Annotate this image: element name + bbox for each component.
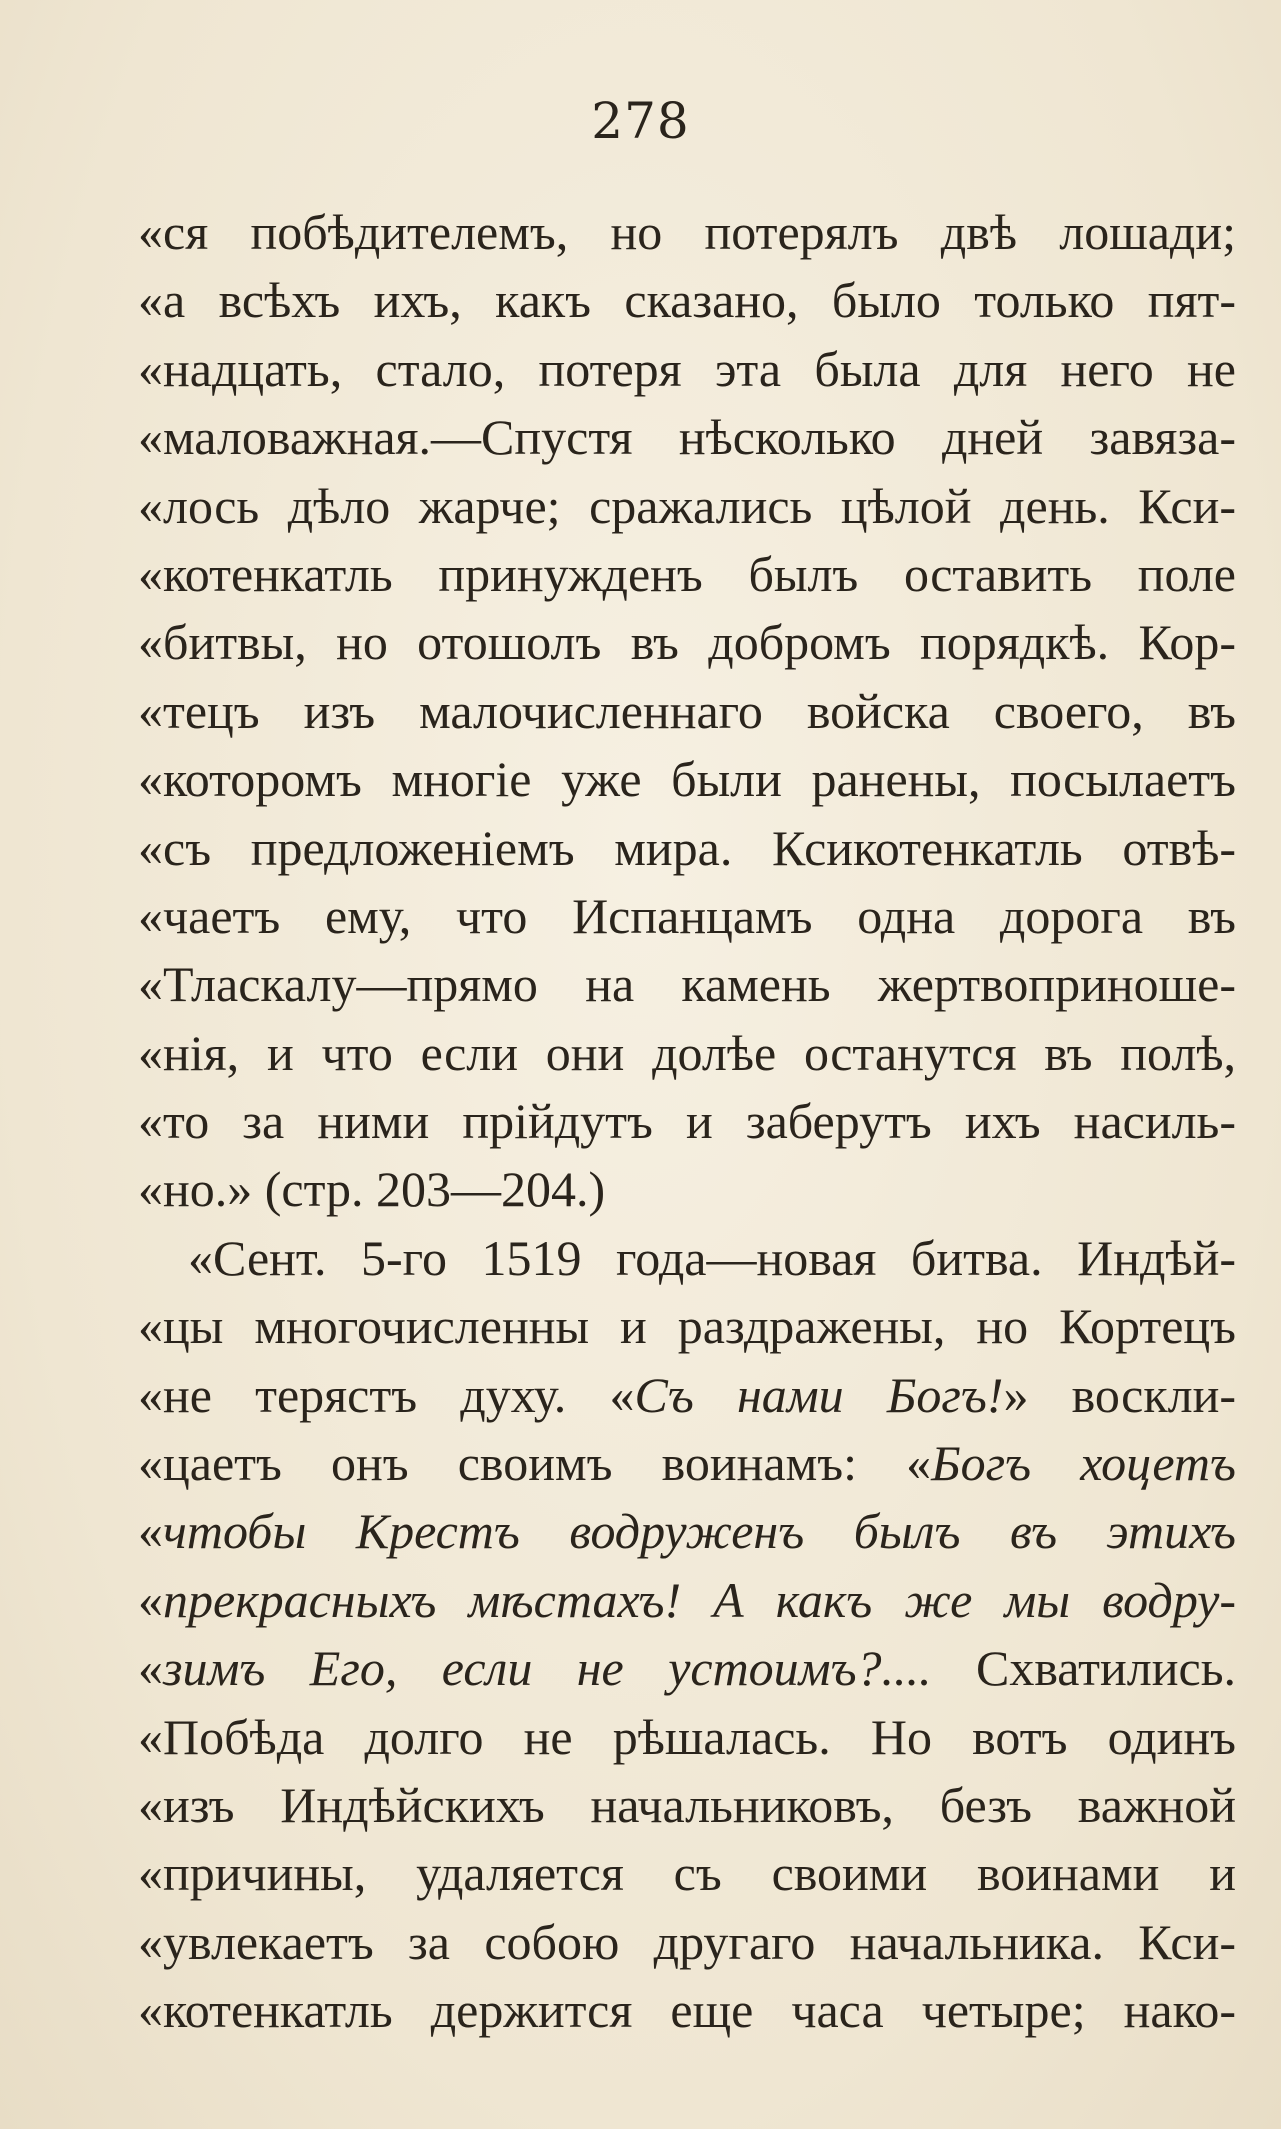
body-text [138,198,1236,2045]
text-line [138,1908,1236,1976]
text-run: «маловажная.—Спустя нѣсколько дней завяза- [138,409,1236,466]
text-line [138,1087,1236,1155]
page-number: 278 [591,92,690,150]
text-run: « [138,1503,163,1560]
text-line [138,677,1236,745]
text-line [138,266,1236,334]
text-line [138,1839,1236,1907]
text-line [138,1224,1236,1292]
text-line [138,882,1236,950]
text-run: «а всѣхъ ихъ, какъ сказано, было только пят- [138,272,1236,329]
text-run: «нiя, и что если они долѣе останутся въ полѣ, [138,1024,1236,1081]
text-run: «Тласкалу—прямо на камень жертвоприноше- [138,956,1236,1013]
text-run: «которомъ многiе уже были ранены, посылаетъ [138,751,1236,808]
text-line [138,1429,1236,1497]
italic-text: Богъ хоцетъ [931,1435,1236,1492]
text-line [138,1019,1236,1087]
text-line [138,950,1236,1018]
text-line [138,1976,1236,2044]
italic-text: прекрасныхъ мѣстахъ! А какъ же мы водру- [163,1571,1236,1628]
text-run: « [138,1571,163,1628]
text-line [138,1703,1236,1771]
text-run: «ся побѣдителемъ, но потерялъ двѣ лошади; [138,204,1236,260]
text-run: «не терястъ духу. « [138,1366,635,1423]
text-line [138,1292,1236,1360]
text-run: «лось дѣло жарче; сражались цѣлой день. Кси- [138,477,1236,534]
text-line [138,198,1236,266]
text-run: «увлекаетъ за собою другаго начальника. Кси- [138,1913,1236,1970]
text-line [138,472,1236,540]
text-run: « [138,1640,163,1697]
text-run: «но.» (стр. 203—204.) [138,1161,606,1218]
text-line [138,745,1236,813]
italic-text: зимъ Его, если не устоимъ?.... [163,1640,932,1697]
text-run: «надцать, стало, потеря эта была для него не [138,340,1236,397]
text-run: «битвы, но отошолъ въ добромъ порядкѣ. Кор- [138,614,1236,671]
text-line [138,1497,1236,1565]
text-line [138,1566,1236,1634]
text-run: «чаетъ ему, что Испанцамъ одна дорога въ [138,887,1236,944]
text-line [138,403,1236,471]
text-run: «изъ Индѣйскихъ начальниковъ, безъ важной [138,1776,1236,1833]
italic-text: Съ нами Богъ! [634,1366,1004,1423]
text-line [138,1771,1236,1839]
text-line [138,1361,1236,1429]
text-run: «котенкатль принужденъ былъ оставить поле [138,545,1236,602]
text-run: «Сент. 5-го 1519 года—новая битва. Индѣй- [188,1229,1236,1286]
text-run: «съ предложенiемъ мира. Ксикотенкатль отвѣ- [138,819,1236,876]
text-run: «котенкатль держится еще часа четыре; нако- [138,1982,1236,2039]
text-line [138,540,1236,608]
text-line [138,335,1236,403]
text-run: «то за ними прiйдутъ и заберутъ ихъ насиль- [138,1093,1236,1150]
text-line [138,608,1236,676]
text-line [138,1155,1236,1223]
text-run: «цы многочисленны и раздражены, но Кортецъ [138,1298,1236,1355]
text-line [138,1634,1236,1702]
text-run: «причины, удаляется съ своими воинами и [138,1845,1236,1902]
text-run: Схватились. [931,1640,1236,1697]
text-line [138,814,1236,882]
text-run: «тецъ изъ малочисленнаго войска своего, въ [138,682,1236,739]
text-run: » воскли- [1003,1366,1236,1423]
text-run: «цаетъ онъ своимъ воинамъ: « [138,1435,932,1492]
italic-text: чтобы Крестъ водруженъ былъ въ этихъ [163,1503,1236,1560]
text-run: «Побѣда долго не рѣшалась. Но вотъ одинъ [138,1708,1236,1765]
